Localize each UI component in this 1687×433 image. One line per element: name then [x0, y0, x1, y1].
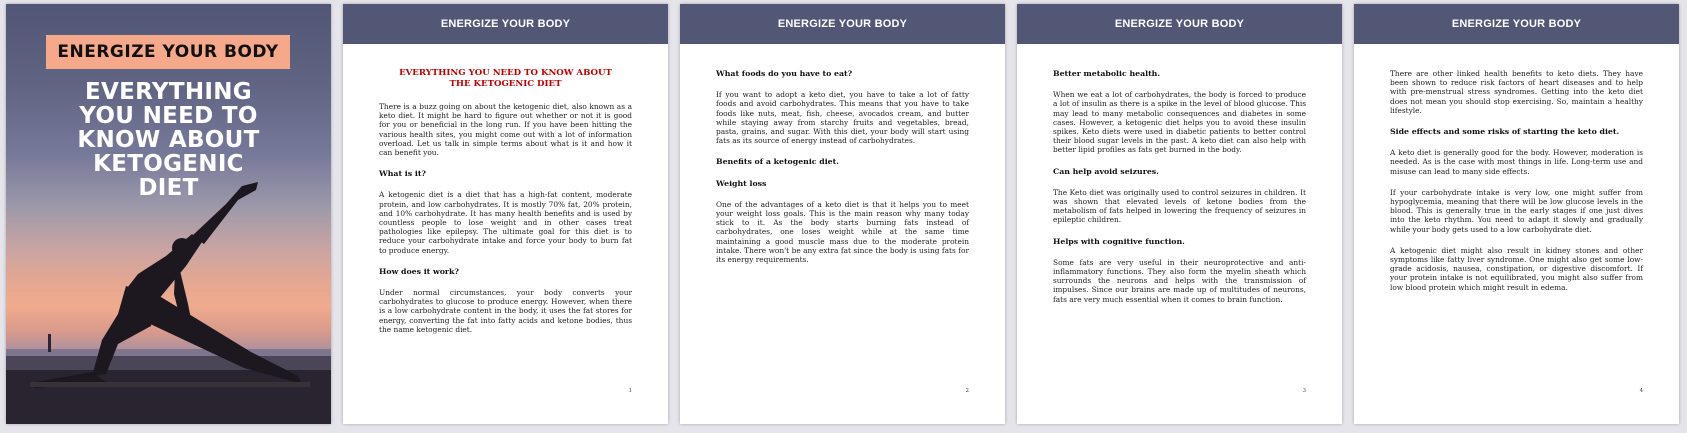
section-heading: Side effects and some risks of starting the keto diet.	[1390, 127, 1620, 137]
paragraph: Under normal circumstances, your body converts your carbohydrates to glucose to produce energy. However, when there is a low carbohydrate content in the body, it uses the fat stores for energy, converting the fat into fatty acids and ketone bodies, thus the name ketogenic diet.	[379, 288, 632, 334]
paragraph: If your carbohydrate intake is very low, one might suffer from hypoglycemia, meaning that there will be low glucose levels in the blood. This is generally true in the early stages if one just dives into the keto rhythm. You need to adapt it slowly and gradually while your body gets used to a low carbohydrate diet.	[1390, 187, 1643, 234]
paragraph: One of the advantages of a keto diet is that it helps you to meet your weight loss goals. This is the main reason why many today stick to it. As the body starts burning fats instead of carbohydrates, one loses weight while at the same time maintaining a good muscle mass due to the moderate protein intake. There won't be any extra fat since the body is using fats for its energy requirements.	[716, 199, 969, 265]
page-body	[1053, 69, 1306, 316]
section-heading: What foods do you have to eat?	[716, 69, 853, 78]
page-2	[680, 4, 1005, 424]
cover-headline-line: KETOGENIC	[93, 151, 244, 177]
cover-headline-line: KNOW ABOUT	[77, 127, 260, 153]
page-1	[343, 4, 668, 424]
cover-headline-line: YOU NEED TO	[79, 103, 258, 129]
page-header: ENERGIZE YOUR BODY	[1017, 4, 1342, 44]
section-heading: Benefits of a ketogenic diet.	[716, 157, 839, 167]
cover-headline	[16, 80, 321, 200]
paragraph: A ketogenic diet might also result in kidney stones and other symptoms like fatty liver syndrome. One might also get some low-grade acidosis, nausea, constipation, or digestive discomfort. If your protein intake is not equilibrated, you might also suffer from low blood protein which might result in edema.	[1390, 245, 1643, 292]
page-body	[379, 68, 632, 346]
page-3	[1017, 4, 1342, 424]
paragraph: Some fats are very useful in their neuroprotective and anti-inflammatory functions. They also form the myelin sheath which surrounds the neurons and helps with the transmission of impulses. Since our brains are made up of multitudes of neurons, fats are very much essential when it comes to brain function.	[1053, 257, 1306, 304]
cover-headline-line: DIET	[138, 175, 199, 201]
paragraph: There are other linked health benefits to keto diets. They have been shown to reduce risk factors of heart diseases and to help with pre-menstrual stress syndromes. Getting into the keto diet does not mean you should stop exercising. So, maintain a healthy lifestyle.	[1390, 69, 1643, 115]
cover-page	[6, 4, 331, 424]
cover-headline-line: EVERYTHING	[85, 79, 252, 105]
page-number: 2	[965, 388, 969, 394]
page-body	[1390, 69, 1643, 304]
section-heading: What is it?	[379, 169, 426, 179]
section-heading: Can help avoid seizures.	[1053, 166, 1159, 176]
document-title: EVERYTHING YOU NEED TO KNOW ABOUT THE KETOGENIC DIET	[399, 68, 612, 89]
paragraph: The Keto diet was originally used to control seizures in children. It was shown that elevated levels of ketone bodies from the metabolism of fats helped in lowering the frequency of seizures in epileptic children.	[1053, 187, 1306, 225]
paragraph: When we eat a lot of carbohydrates, the body is forced to produce a lot of insulin as there is a spike in the level of blood glucose. This may lead to many metabolic consequences and diabetes in some cases. However, a ketogenic diet helps you to avoid these insulin spikes. Keto diets were used in diabetic patients to better control their blood sugar levels in the past. A keto diet can also help with better lipid profiles as fats get burned in the body.	[1053, 90, 1306, 155]
page-body	[716, 69, 969, 276]
section-heading: How does it work?	[379, 266, 459, 276]
cover-brand-banner	[46, 35, 290, 69]
section-heading: Helps with cognitive function.	[1053, 236, 1185, 246]
paragraph: A keto diet is generally good for the body. However, moderation is needed. As is the case with most things in life. Long-term use and misuse can lead to many side effects.	[1390, 148, 1643, 176]
cover-brand-text: ENERGIZE YOUR BODY	[57, 42, 279, 62]
section-heading: Weight loss	[716, 178, 767, 188]
paragraph: There is a buzz going on about the ketogenic diet, also known as a keto diet. It might be hard to figure out whether or not it is good for you or beneficial in the long run. If you have been hitting the various health sites, you might come out with a lot of information overload. Let us talk in simple terms about what is it and how it can benefit you.	[379, 102, 632, 158]
paragraph: If you want to adopt a keto diet, you have to take a lot of fatty foods and avoid carbohydrates. This means that you have to take foods like nuts, meat, fish, cheese, avocados cream, and butter while staying away from starchy fruits and vegetables, bread, pasta, grains, and sugar. With this diet, your body will start using fats as its source of energy instead of carbohydrates.	[716, 90, 969, 146]
page-header: ENERGIZE YOUR BODY	[680, 4, 1005, 44]
section-heading: Better metabolic health.	[1053, 69, 1161, 78]
page-number: 4	[1639, 388, 1643, 394]
page-number: 3	[1302, 388, 1306, 394]
page-4	[1354, 4, 1679, 424]
page-number: 1	[628, 388, 632, 394]
page-header: ENERGIZE YOUR BODY	[1354, 4, 1679, 44]
paragraph: A ketogenic diet is a diet that has a high-fat content, moderate protein, and low carbohydrates. It is mostly 70% fat, 20% protein, and 10% carbohydrate. It has many health benefits and is used by countless people to lose weight and in other cases treat pathologies like epilepsy. The ultimate goal for this diet is to reduce your carbohydrate intake and force your body to burn fat to produce energy.	[379, 190, 632, 255]
page-header: ENERGIZE YOUR BODY	[343, 4, 668, 44]
